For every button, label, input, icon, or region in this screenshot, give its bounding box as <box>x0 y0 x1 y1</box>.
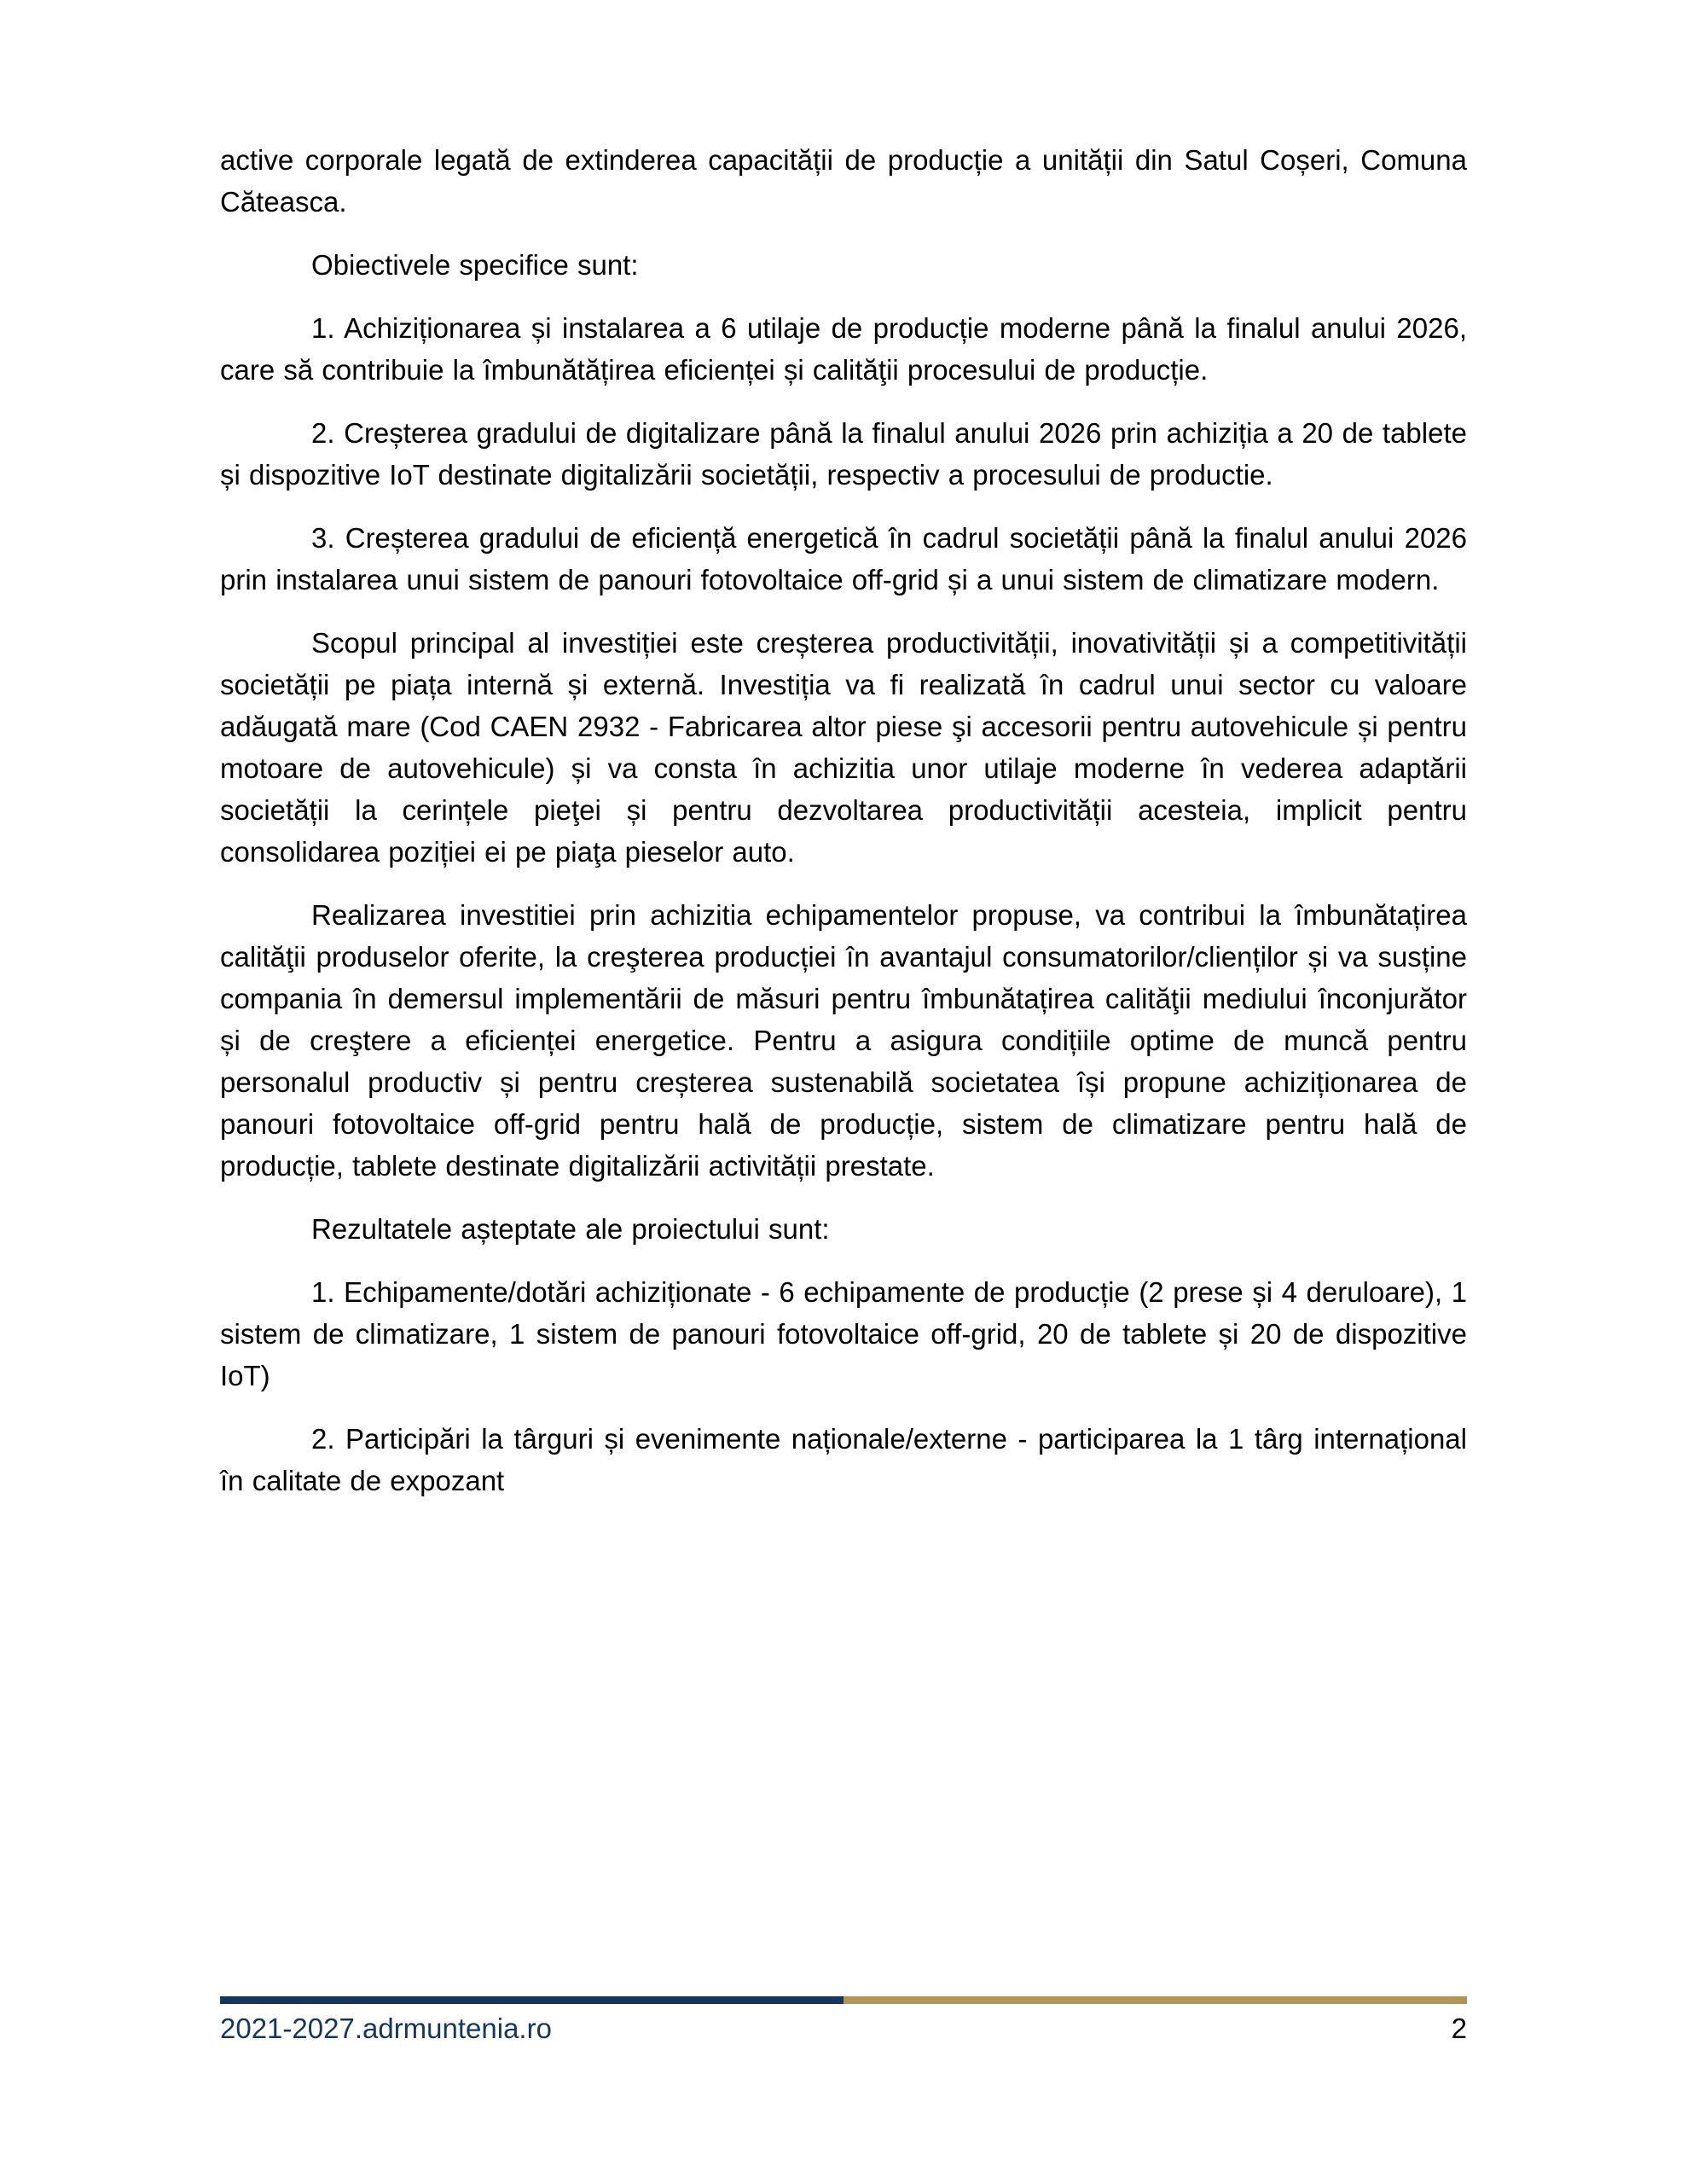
footer-divider <box>220 1996 1467 2004</box>
body-paragraph: 1. Echipamente/dotări achiziționate - 6 echipamente de producție (2 prese și 4 deruloare), 1 sistem de climatizare, 1 sistem de panouri fotovoltaice off-grid, 20 de tablete și 20 de dispozitive IoT) <box>220 1276 1467 1391</box>
body-paragraph: 2. Creșterea gradului de digitalizare până la finalul anului 2026 prin achiziția a 20 de tablete și dispozitive IoT destinate digitalizării societății, respectiv a procesului de productie. <box>220 417 1467 491</box>
body-paragraph: Rezultatele așteptate ale proiectului sunt: <box>311 1213 830 1245</box>
body-paragraph: 3. Creșterea gradului de eficiență energetică în cadrul societății până la finalul anului 2026 prin instalarea unui sistem de panouri fotovoltaice off-grid și a unui sistem de climatizare modern. <box>220 522 1467 595</box>
footer-row <box>220 2011 1467 2047</box>
divider-navy-segment <box>220 1996 844 2004</box>
page-footer <box>220 1996 1467 2047</box>
document-body <box>220 139 1467 1523</box>
body-paragraph: 2. Participări la târguri și evenimente naționale/externe - participarea la 1 târg internațional în calitate de expozant <box>220 1423 1467 1496</box>
body-paragraph: Scopul principal al investiției este creșterea productivității, inovativității și a competitivității societății pe piața internă și externă. Investiția va fi realizată în cadrul unui sector cu valoare adăugată mare (Cod CAEN 2932 - Fabricarea altor piese şi accesorii pentru autovehicule și pentru motoare de autovehicule) și va consta în achizitia unor utilaje moderne în vederea adaptării societății la cerințele pieţei și pentru dezvoltarea productivității acesteia, implicit pentru consolidarea poziției ei pe piaţa pieselor auto. <box>220 627 1467 868</box>
body-paragraph: 1. Achiziționarea și instalarea a 6 utilaje de producție moderne până la finalul anului 2026, care să contribuie la îmbunătățirea eficienței și calităţii procesului de producție. <box>220 312 1467 386</box>
body-paragraph: active corporale legată de extinderea capacității de producție a unității din Satul Coșeri, Comuna Căteasca. <box>220 144 1467 218</box>
body-paragraph: Obiectivele specifice sunt: <box>311 249 639 281</box>
divider-gold-segment <box>844 1996 1467 2004</box>
page-number: 2 <box>1451 2013 1467 2044</box>
body-paragraph: Realizarea investitiei prin achizitia echipamentelor propuse, va contribui la îmbunătațirea calităţii produselor oferite, la creşterea producției în avantajul consumatorilor/clienților și va susține compania în demersul implementării de măsuri pentru îmbunătațirea calităţii mediului înconjurător și de creştere a eficienței energetice. Pentru a asigura condițiile optime de muncă pentru personalul productiv și pentru creșterea sustenabilă societatea își propune achiziționarea de panouri fotovoltaice off-grid pentru hală de producție, sistem de climatizare pentru hală de producție, tablete destinate digitalizării activității prestate. <box>220 899 1467 1182</box>
footer-website-link[interactable]: 2021-2027.adrmuntenia.ro <box>220 2013 552 2044</box>
